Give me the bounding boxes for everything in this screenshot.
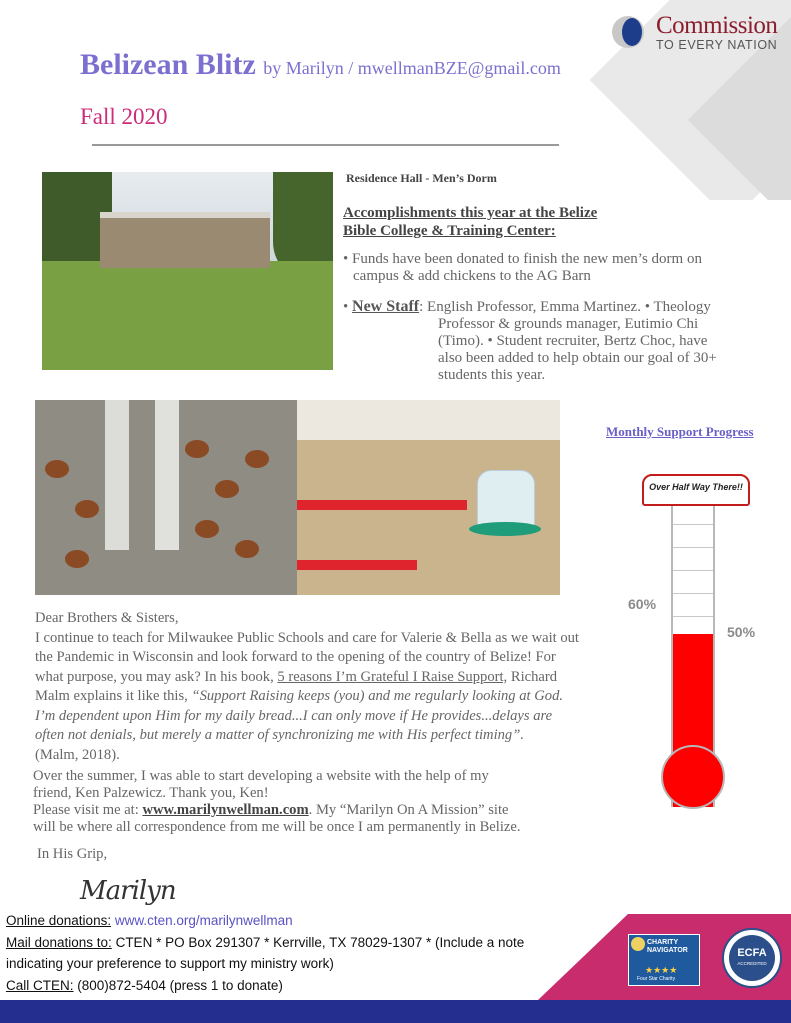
closing: In His Grip, (37, 846, 108, 862)
chickens-photo (35, 400, 297, 595)
label-50-percent: 50% (727, 624, 756, 640)
season-label: Fall 2020 (80, 104, 168, 129)
signature: Marilyn (80, 876, 176, 906)
ecfa-badge: ECFA ACCREDITED (722, 928, 782, 988)
photo-caption: Residence Hall - Men’s Dorm (346, 171, 497, 185)
bullet-funds: • Funds have been donated to finish the new men’s dorm on campus & add chickens to the AG Barn (343, 251, 702, 284)
charity-navigator-badge: CHARITY NAVIGATOR ★★★★ Four Star Charity (628, 934, 700, 986)
progress-banner: Over Half Way There!! (642, 474, 750, 506)
new-staff-label: New Staff (352, 298, 420, 315)
bullet-new-staff: • New Staff: English Professor, Emma Martinez. • Theology Professor & grounds manager, Eutimio Chi (Timo). • Student recruiter, Bertz Choc, have also been added to help obtain our goal of 30+ students this year. (343, 298, 717, 383)
globe-icon (612, 16, 644, 48)
chicks-photo (297, 400, 560, 595)
label-60-percent: 60% (628, 596, 657, 612)
footer-bar (0, 1000, 791, 1023)
divider (92, 144, 559, 146)
online-donations-link[interactable]: www.cten.org/marilynwellman (114, 913, 293, 928)
website-paragraph: Over the summer, I was able to start developing a website with the help of my friend, Ken Palzewicz. Thank you, Ken! Please visit me at: www.marilynwellman.com. My “Marilyn On A Mission” site will be where all correspondence from me will be once I am permanently in Belize. (33, 768, 521, 835)
thermometer-bulb (661, 745, 725, 809)
online-donations-label: Online donations: (6, 913, 112, 928)
letter-body: Dear Brothers & Sisters, I continue to teach for Milwaukee Public Schools and care for Valerie & Bella as we wait out the Pandemic in Wisconsin and look forward to the opening of the country of Belize! For what purpose, you may ask? In his book, 5 reasons I’m Grateful I Raise Support, Richard Malm explains it like this, “Support Raising keeps (you) and me regularly looking at God. I’m dependent upon Him for my daily bread...I can only move if He provides...delays are often not denials, but merely a matter of synchronizing me with His perfect timing”. (Malm, 2018). (35, 610, 579, 763)
logo-line1: Commission (656, 12, 778, 39)
commission-logo (612, 14, 790, 54)
book-title: 5 reasons I’m Grateful I Raise Support, (277, 668, 508, 685)
page-title (80, 48, 561, 82)
dorm-photo (42, 172, 333, 370)
stars-icon: ★★★★ (645, 965, 678, 975)
byline: by Marilyn / mwellmanBZE@gmail.com (263, 58, 561, 78)
call-label: Call CTEN: (6, 977, 74, 993)
support-thermometer (612, 460, 791, 860)
mail-donations-label: Mail donations to: (6, 934, 112, 950)
website-link[interactable]: www.marilynwellman.com (142, 802, 309, 818)
donation-info: Online donations: www.cten.org/marilynwellman Mail donations to: CTEN * PO Box 291307 * Kerrville, TX 78029-1307 * (Include a note indicating your preference to support my ministry work) Call CTEN: (800)872-5404 (press 1 to donate) (6, 913, 525, 993)
title-text: Belizean Blitz (80, 48, 256, 81)
logo-line2: TO EVERY NATION (656, 38, 778, 52)
support-progress-title: Monthly Support Progress (606, 424, 754, 439)
accomplishments-heading: Accomplishments this year at the Belize Bible College & Training Center: (343, 205, 598, 239)
